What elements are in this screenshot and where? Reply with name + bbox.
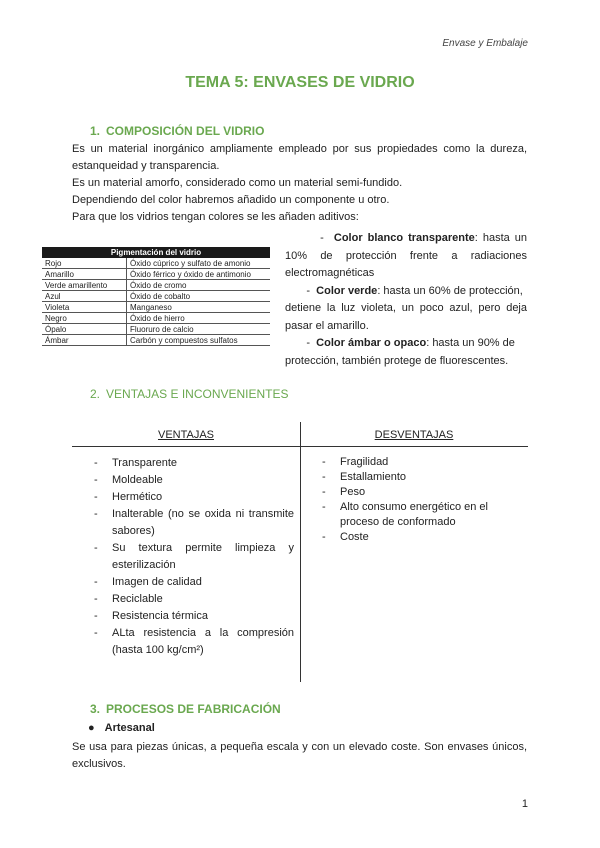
list-item: - Imagen de calidad <box>94 574 294 591</box>
list-item: - Transparente <box>94 455 294 472</box>
list-item: - Hermético <box>94 489 294 506</box>
subheading-label: Artesanal <box>104 722 155 734</box>
list-item: - Inalterable (no se oxida ni transmite sabores) <box>94 506 294 540</box>
table-row <box>42 269 270 280</box>
section-number: 1. <box>90 124 101 138</box>
color-amber-line: - Color ámbar o opaco: hasta un 90% de <box>285 337 515 349</box>
list-item: - Resistencia térmica <box>94 608 294 625</box>
color-green-line: detiene la luz violeta, un poco azul, pero deja <box>285 302 527 314</box>
section3-body <box>72 739 527 773</box>
list-item: - Su textura permite limpieza y esterilización <box>94 540 294 574</box>
color-green-line: - Color verde: hasta un 60% de protección, <box>285 284 523 297</box>
section-heading-composicion <box>90 124 264 138</box>
section-title: COMPOSICIÓN DEL VIDRIO <box>106 124 265 138</box>
section-number: 3. <box>90 702 101 716</box>
ventajas-list <box>94 455 294 659</box>
pigment-table <box>42 247 270 346</box>
color-amber-text: : hasta un 90% de <box>426 337 515 349</box>
table-cell: Rojo <box>42 258 127 269</box>
list-item: - Reciclable <box>94 591 294 608</box>
page-title: TEMA 5: ENVASES DE VIDRIO <box>185 74 415 91</box>
color-descriptions <box>285 230 527 370</box>
bullet-icon: ● <box>88 722 95 734</box>
section-heading-ventajas <box>90 387 289 401</box>
desventajas-list <box>322 455 522 545</box>
paragraph-line: Dependiendo del color habremos añadido un componente u otro. <box>72 194 390 206</box>
list-item: - Moldeable <box>94 472 294 489</box>
page-number: 1 <box>521 798 528 810</box>
section1-body <box>72 141 527 226</box>
table-cell: Azul <box>42 291 127 302</box>
table-cell: Manganeso <box>127 302 271 313</box>
subheading-artesanal <box>88 722 155 734</box>
table-row <box>42 280 270 291</box>
table-cell: Óxido de cromo <box>127 280 271 291</box>
paragraph-line: exclusivos. <box>72 758 126 770</box>
section-title: PROCESOS DE FABRICACIÓN <box>106 702 281 716</box>
color-amber-label: Color ámbar o opaco <box>316 337 427 349</box>
section-heading-procesos <box>90 702 281 716</box>
pigment-table-header: Pigmentación del vidrio <box>42 247 270 258</box>
section-title: VENTAJAS E INCONVENIENTES <box>106 387 289 401</box>
ventajas-header: VENTAJAS <box>157 429 215 441</box>
table-cell: Verde amarillento <box>42 280 127 291</box>
table-row <box>42 302 270 313</box>
table-cell: Negro <box>42 313 127 324</box>
table-row <box>42 335 270 346</box>
color-white-line: 10% de protección frente a radiaciones <box>285 249 527 262</box>
list-item: - Estallamiento <box>322 470 522 485</box>
table-row <box>42 313 270 324</box>
desventajas-header: DESVENTAJAS <box>374 429 454 441</box>
table-cell: Fluoruro de calcio <box>127 324 271 335</box>
color-green-text: : hasta un 60% de protección, <box>377 284 523 297</box>
color-white-line: - Color blanco transparente: hasta un <box>285 232 527 244</box>
paragraph-line: estanqueidad y transparencia. <box>72 160 220 172</box>
pros-cons-table <box>72 422 528 682</box>
table-row <box>42 291 270 302</box>
table-cell: Óxido de cobalto <box>127 291 271 302</box>
table-cell: Amarillo <box>42 269 127 280</box>
color-white-label: Color blanco transparente <box>333 232 475 244</box>
list-item: - Fragilidad <box>322 455 522 470</box>
color-white-text: : hasta un <box>474 232 527 244</box>
table-cell: Ópalo <box>42 324 127 335</box>
paragraph-line: Se usa para piezas únicas, a pequeña escala y con un elevado coste. Son envases únicos, <box>72 741 527 753</box>
list-item: - Coste <box>322 530 522 545</box>
paragraph-line: Para que los vidrios tengan colores se les añaden aditivos: <box>72 211 359 223</box>
paragraph-line: Es un material inorgánico ampliamente empleado por sus propiedades como la dureza, <box>72 143 527 155</box>
color-amber-line: protección, también protege de fluorescentes. <box>285 354 509 367</box>
color-green-label: Color verde <box>316 284 378 297</box>
running-header: Envase y Embalaje <box>442 38 528 49</box>
paragraph-line: Es un material amorfo, considerado como un material semi-fundido. <box>72 177 403 189</box>
list-item: - Peso <box>322 485 522 500</box>
section-number: 2. <box>90 387 101 401</box>
table-cell: Ámbar <box>42 335 127 346</box>
table-divider <box>300 422 301 682</box>
table-cell: Óxido férrico y óxido de antimonio <box>127 269 271 280</box>
table-row <box>42 324 270 335</box>
table-cell: Óxido de hierro <box>127 313 271 324</box>
table-cell: Violeta <box>42 302 127 313</box>
color-green-line: pasar el amarillo. <box>285 319 369 332</box>
list-item: - ALta resistencia a la compresión (hasta 100 kg/cm²) <box>94 625 294 659</box>
list-item: - Alto consumo energético en el proceso de conformado <box>322 500 522 530</box>
color-white-line: electromagnéticas <box>285 267 375 279</box>
table-cell: Óxido cúprico y sulfato de amonio <box>127 258 271 269</box>
table-cell: Carbón y compuestos sulfatos <box>127 335 271 346</box>
table-row <box>42 258 270 269</box>
